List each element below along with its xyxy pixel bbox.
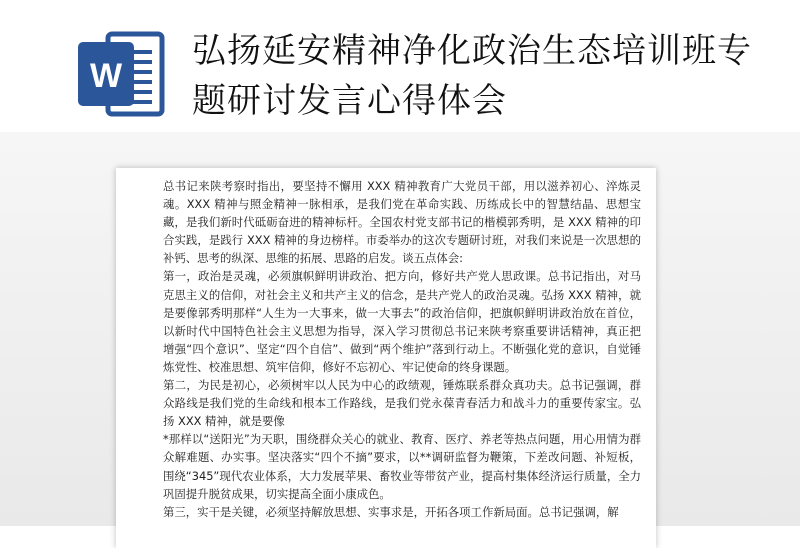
paragraph-intro: 总书记来陕考察时指出，要坚持不懈用 XXX 精神教育广大党员干部，用以滋养初心、淬炼灵魂。XXX 精神与照金精神一脉相承，是我们党在革命实践、历练成长中的智慧结晶、思想宝藏，是我们新时代砥砺奋进的精神标杆。全国农村党支部书记的楷模郭秀明，是 XXX 精神的印合实践，是践行 XXX 精神的身边榜样。市委举办的这次专题研讨班，对我们来说是一次思想的补钙、思考的纵深、思维的拓展、思路的启发。谈五点体会: xyxy=(163,179,641,266)
page-title: 弘扬延安精神净化政治生态培训班专题研讨发言心得体会 xyxy=(192,31,752,121)
paragraph-point-2: 第二，为民是初心，必须树牢以人民为中心的政绩观，锤炼联系群众真功夫。总书记强调，群众路线是我们党的生命线和根本工作路线，是我们党永葆青春活力和战斗力的重要传家宝。弘扬 XXX 精神，就是要像 xyxy=(163,378,641,429)
paragraph-point-1: 第一，政治是灵魂，必须旗帜鲜明讲政治、把方向，修好共产党人思政课。总书记指出，对马克思主义的信仰，对社会主义和共产主义的信念，是共产党人的政治灵魂。弘扬 XXX 精神，就是要像郭秀明那样“人生为一大事来，做一大事去”的政治信仰，把旗帜鲜明讲政治放在首位，以新时代中国特色社会主义思想为指导，深入学习贯彻总书记来陕考察重要讲话精神，真正把增强“四个意识”、坚定“四个自信”、做到“两个维护”落到行动上。不断强化党的意识，自觉锤炼党性、校准思想、筑牢信仰，修好不忘初心、牢记使命的终身课题。 xyxy=(163,269,641,374)
page-header xyxy=(0,0,800,150)
word-icon-letter: W xyxy=(89,57,123,95)
paragraph-point-2-cont: *那样以“送阳光”为天职，围绕群众关心的就业、教育、医疗、养老等热点问题，用心用情为群众解难题、办实事。坚决落实“四个不摘”要求，以**调研监督为鞭策，下差改问题、补短板，围绕“345”现代农业体系，大力发展苹果、畜牧业等带贫产业，提高村集体经济运行质量，全力巩固提升脱贫成果，切实提高全面小康成色。 xyxy=(163,432,641,501)
paragraph-point-3: 第三，实干是关键，必须坚持解放思想、实事求是，开拓各项工作新局面。总书记强调，解 xyxy=(163,504,619,519)
word-document-icon xyxy=(78,30,166,118)
document-body xyxy=(163,177,641,521)
